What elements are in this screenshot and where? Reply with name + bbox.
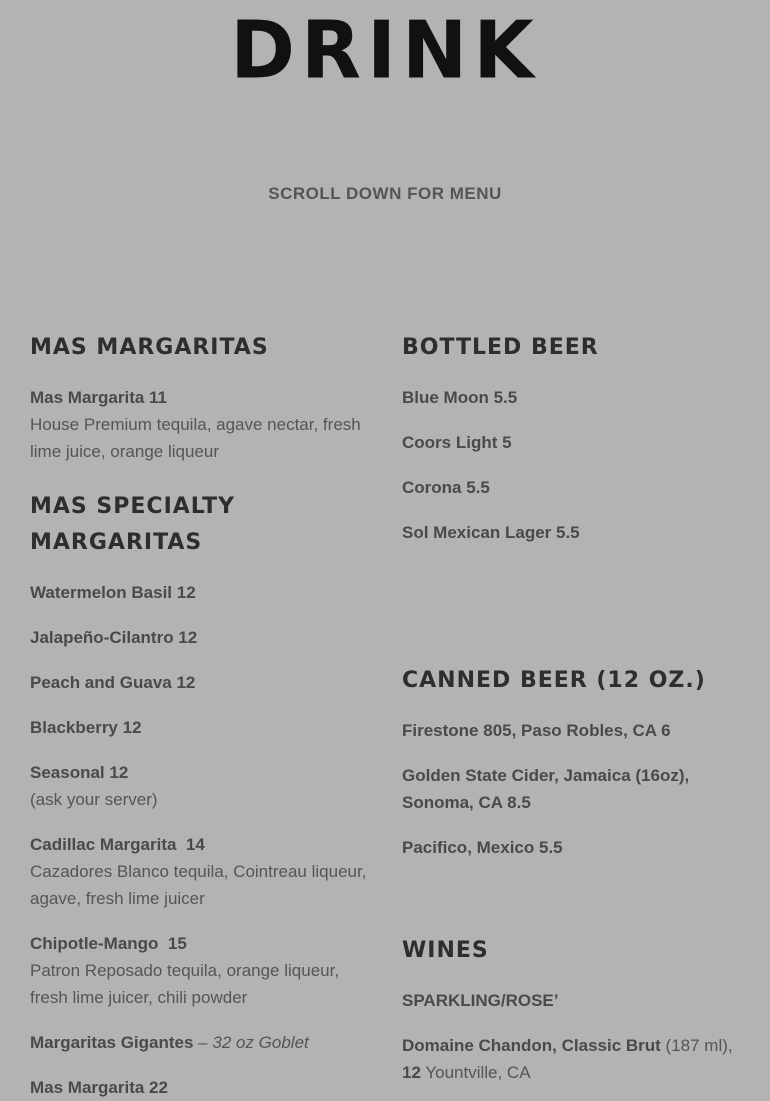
item-name: Seasonal 12 <box>30 763 129 782</box>
menu-item <box>30 579 370 606</box>
item-description: (ask your server) <box>30 790 158 809</box>
item-detail: (187 ml), <box>660 1036 733 1055</box>
item-description: House Premium tequila, agave nectar, fresh lime juice, orange liqueur <box>30 415 361 461</box>
item-name: Mas Margarita 22 <box>30 1078 168 1097</box>
right-column <box>402 330 752 1086</box>
section-heading-wines: WINES <box>402 938 489 963</box>
item-price: 12 <box>402 1063 421 1082</box>
left-column <box>30 330 370 1101</box>
menu-item <box>402 384 752 411</box>
menu-item <box>30 384 370 465</box>
drink-logo: DRINK <box>230 5 540 97</box>
item-name: Peach and Guava 12 <box>30 673 196 692</box>
item-name: Pacifico, Mexico 5.5 <box>402 838 563 857</box>
menu-item <box>402 1032 752 1086</box>
section-heading-mas-margaritas: MAS MARGARITAS <box>30 335 269 360</box>
menu-item <box>402 717 752 744</box>
item-name: Watermelon Basil 12 <box>30 583 196 602</box>
scroll-hint: SCROLL DOWN FOR MENU <box>268 184 502 203</box>
menu-item <box>30 1074 370 1101</box>
wine-subheading <box>402 987 752 1014</box>
menu-item <box>30 759 370 813</box>
menu-item <box>402 429 752 456</box>
item-name: Margaritas Gigantes <box>30 1033 194 1052</box>
menu-item <box>402 834 752 861</box>
section-heading-bottled-beer: BOTTLED BEER <box>402 335 599 360</box>
item-name: Sol Mexican Lager 5.5 <box>402 523 580 542</box>
menu-item <box>402 519 752 546</box>
menu-item <box>30 831 370 912</box>
item-description: Yountville, CA <box>420 1063 531 1082</box>
menu-item <box>402 762 752 816</box>
item-name: Blackberry 12 <box>30 718 142 737</box>
item-name: Domaine Chandon, Classic Brut <box>402 1036 661 1055</box>
item-subtitle: 32 oz Goblet <box>212 1033 309 1052</box>
menu-item <box>402 474 752 501</box>
item-name: Corona 5.5 <box>402 478 490 497</box>
menu-item <box>30 1029 370 1056</box>
item-name: Blue Moon 5.5 <box>402 388 518 407</box>
menu-item <box>30 930 370 1011</box>
menu-item <box>30 624 370 651</box>
menu-item <box>30 669 370 696</box>
item-name: Chipotle-Mango 15 <box>30 934 187 953</box>
item-description: Patron Reposado tequila, orange liqueur, fresh lime juicer, chili powder <box>30 961 340 1007</box>
item-name: Golden State Cider, Jamaica (16oz), Sonoma, CA 8.5 <box>402 766 690 812</box>
item-name: Firestone 805, Paso Robles, CA 6 <box>402 721 671 740</box>
item-name: Jalapeño-Cilantro 12 <box>30 628 198 647</box>
section-heading-canned-beer: CANNED BEER (12 OZ.) <box>402 668 706 693</box>
item-name: Cadillac Margarita 14 <box>30 835 205 854</box>
section-heading-specialty: MAS SPECIALTY MARGARITAS <box>30 494 236 555</box>
item-name: Mas Margarita 11 <box>30 388 168 407</box>
item-separator: – <box>193 1033 213 1052</box>
item-name: SPARKLING/ROSE’ <box>402 991 559 1010</box>
item-description: Cazadores Blanco tequila, Cointreau liqueur, agave, fresh lime juicer <box>30 862 367 908</box>
item-name: Coors Light 5 <box>402 433 512 452</box>
menu-item <box>30 714 370 741</box>
